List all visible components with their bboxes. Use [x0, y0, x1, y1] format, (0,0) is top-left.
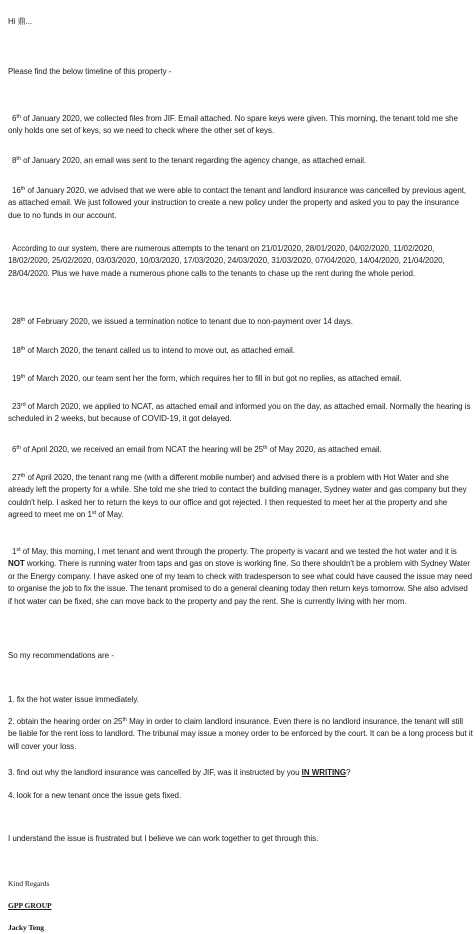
timeline-entry: 8th of January 2020, an email was sent to the tenant regarding the agency change, as attached email.	[12, 156, 367, 165]
timeline-entry: 6th of January 2020, we collected files from JIF. Email attached. No spare keys were given. This morning, the tenant told me she only holds one set of keys, so we need to check where the other set of keys.	[8, 114, 458, 136]
recommendation-item: 4. look for a new tenant once the issue gets fixed.	[8, 791, 182, 800]
recommendation-item: 1. fix the hot water issue immediately.	[8, 695, 139, 704]
timeline-entry: 6th of April 2020, we received an email from NCAT the hearing will be 25th of May 2020, as attached email.	[12, 445, 382, 454]
signer-name: Jacky Teng	[8, 923, 45, 932]
greeting: Hi 鼎...	[8, 17, 33, 26]
intro-line: Please find the below timeline of this property -	[8, 67, 172, 76]
recommendation-item: 3. find out why the landlord insurance was cancelled by JIF, was it instructed by you IN WRITING?	[8, 768, 351, 777]
timeline-entry: 19th of March 2020, our team sent her the form, which requires her to fill in but got no replies, as attached email.	[12, 374, 402, 383]
closing-line: I understand the issue is frustrated but I believe we can work together to get through this.	[8, 834, 319, 843]
timeline-entry: 18th of March 2020, the tenant called us to intend to move out, as attached email.	[12, 346, 295, 355]
timeline-entry: 28th of February 2020, we issued a termination notice to tenant due to non-payment over 14 days.	[12, 317, 353, 326]
timeline-entry: 1st of May, this morning, I met tenant and went through the property. The property is vacant and we tested the hot water and it is NOT working. There is running water from taps and gas on stove is working fine. So there shouldn't be a problem with Sydney Water or the Energy company. I have asked one of my team to check with tradesperson to see what could have caused the issue may need to organise the job to fix the issue. The tenant promised to do a general cleaning today then return keys tomorrow. She also advised if hot water can be fixed, she can move back to the property and pay the rent. She is currently living with her mom.	[8, 547, 473, 606]
recommendation-item: 2. obtain the hearing order on 25th May in order to claim landlord insurance. Even there is no landlord insurance, the tenant will still be liable for the rent loss to landlord. The tribunal may issue a money order to be enforced by the court. It can be a long process but it will cover your loss.	[8, 717, 473, 751]
company-name: GPP GROUP	[8, 901, 52, 910]
timeline-entry: 27th of April 2020, the tenant rang me (with a different mobile number) and advised there is a problem with Hot Water and she already left the property for a while. She told me she tried to contact the building manager, Sydney water and gas company but they couldn't help. I asked her to return the keys to our office and got rejected. I then requested to meet her at the property and she agreed to meet me on 1st of May.	[8, 473, 467, 520]
recommendations-intro: So my recommendations are -	[8, 651, 114, 660]
timeline-entry: 16th of January 2020, we advised that we were able to contact the tenant and landlord insurance was cancelled by previous agent, as attached email. We just followed your instruction to create a new policy under the property and asked you to pay the insurance due to no funds in our account.	[8, 186, 467, 220]
timeline-entry: 23rd of March 2020, we applied to NCAT, as attached email and informed you on the day, as attached email. Normally the hearing is scheduled in 2 weeks, but because of COVID-19, it got delayed.	[8, 402, 471, 424]
timeline-entry: According to our system, there are numerous attempts to the tenant on 21/01/2020, 28/01/2020, 04/02/2020, 11/02/2020, 18/02/2020, 25/02/2020, 03/03/2020, 10/03/2020, 17/03/2020, 24/03/2020, 31/03/2020, 07/04/2020, 14/04/2020, 21/04/2020, 28/04/2020. Plus we have made a numerous phone calls to the tenants to chase up the rent during the whole period.	[8, 244, 445, 278]
signoff: Kind Regards	[8, 879, 50, 888]
